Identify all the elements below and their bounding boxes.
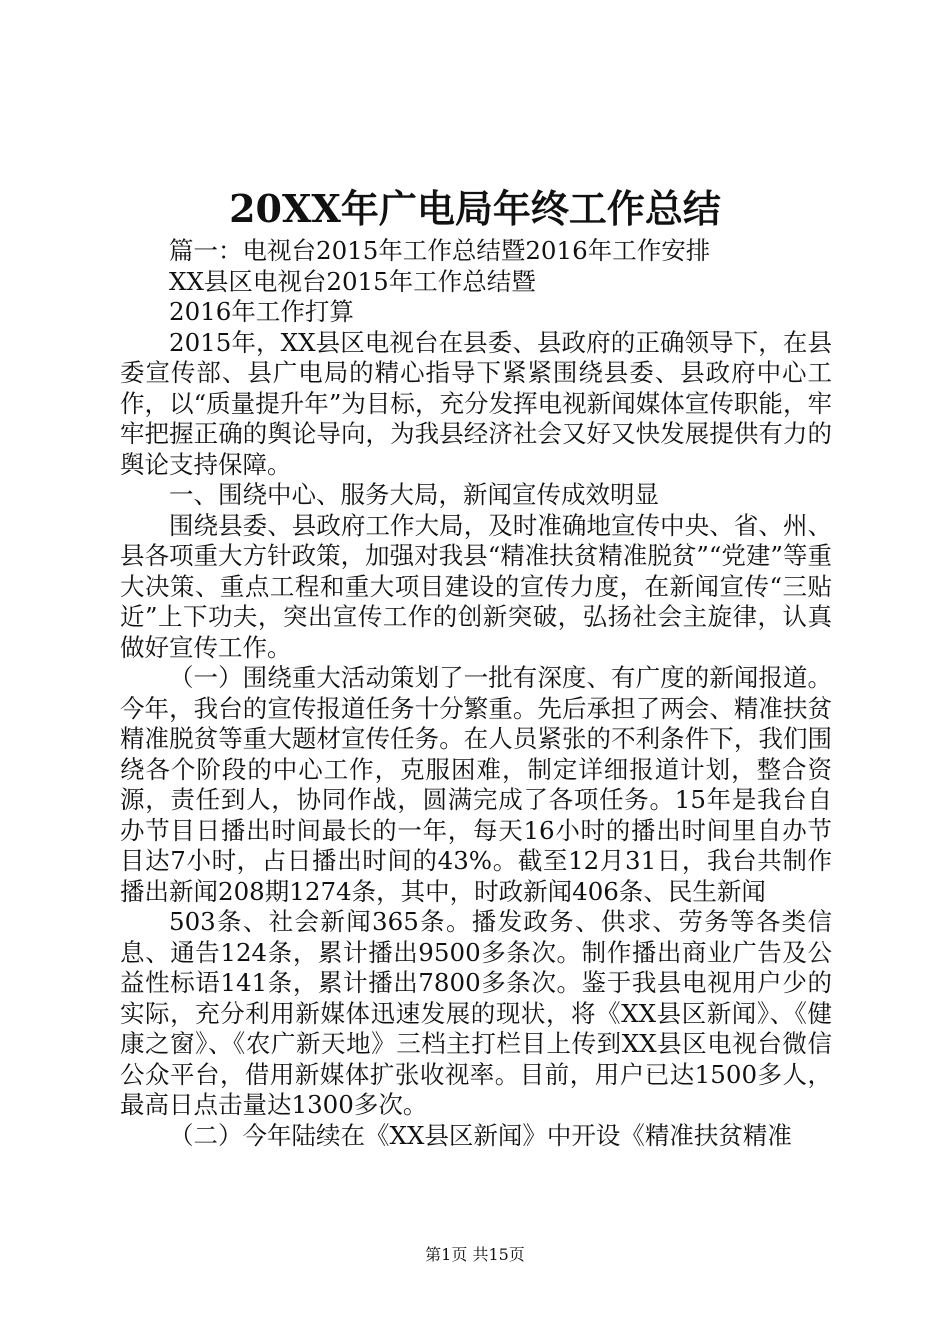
paragraph: 2015年，XX县区电视台在县委、县政府的正确领导下，在县委宣传部、县广电局的精心指导下紧紧围绕县委、县政府中心工作，以“质量提升年”为目标，充分发挥电视新闻媒体宣传职能，牢牢把握正确的舆论导向，为我县经济社会又好又快发展提供有力的舆论支持保障。 [120, 327, 832, 479]
paragraph: 503条、社会新闻365条。播发政务、供求、劳务等各类信息、通告124条，累计播出9500多条次。制作播出商业广告及公益性标语141条，累计播出7800多条次。鉴于我县电视用户少的实际，充分利用新媒体迅速发展的现状，将《XX县区新闻》、《健康之窗》、《农广新天地》三档主打栏目上传到XX县区电视台微信公众平台，借用新媒体扩张收视率。目前，用户已达1500多人，最高日点击量达1300多次。 [120, 907, 832, 1119]
paragraph: XX县区电视台2015年工作总结暨 [169, 266, 536, 296]
paragraph: 2016年工作打算 [169, 297, 354, 326]
paragraph: （二）今年陆续在《XX县区新闻》中开设《精准扶贫精准 [169, 1120, 792, 1150]
page-footer: 第1页 共15页 [425, 1245, 525, 1264]
paragraph: 篇一：电视台2015年工作总结暨2016年工作安排 [169, 236, 711, 265]
section-heading: 一、围绕中心、服务大局，新闻宣传成效明显 [169, 480, 659, 509]
paragraph: （一）围绕重大活动策划了一批有深度、有广度的新闻报道。今年，我台的宣传报道任务十分繁重。先后承担了两会、精准扶贫精准脱贫等重大题材宣传任务。在人员紧张的不利条件下，我们围绕各个阶段的中心工作，克服困难，制定详细报道计划，整合资源，责任到人，协同作战，圆满完成了各项任务。15年是我台自办节目日播出时间最长的一年，每天16小时的播出时间里自办节目达7小时，占日播出时间的43%。截至12月31日，我台共制作播出新闻208期1274条，其中，时政新闻406条、民生新闻 [120, 663, 832, 906]
paragraph: 围绕县委、县政府工作大局，及时准确地宣传中央、省、州、县各项重大方针政策，加强对我县“精准扶贫精准脱贫”“党建”等重大决策、重点工程和重大项目建设的宣传力度，在新闻宣传“三贴近”上下功夫，突出宣传工作的创新突破，弘扬社会主旋律，认真做好宣传工作。 [120, 510, 832, 662]
document-title: 20XX年广电局年终工作总结 [229, 186, 721, 231]
document-body [120, 236, 832, 1151]
